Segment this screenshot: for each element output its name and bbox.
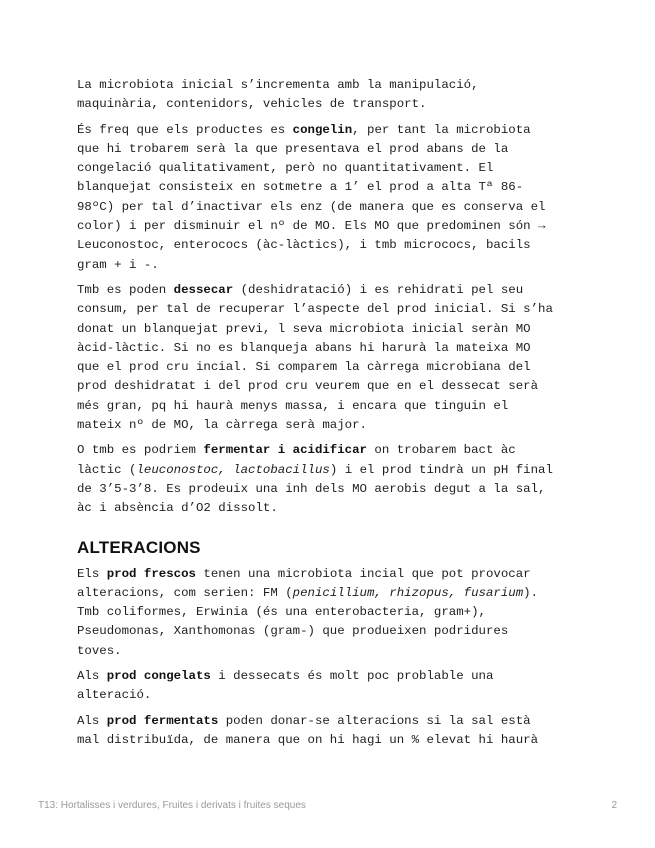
text-line — [77, 686, 577, 705]
text-segment: color) i per disminuir el nº de MO. Els MO que predominen són → — [77, 219, 546, 234]
text-segment: blanquejat consisteix en sotmetre a 1’ el prod a alta Tª 86- — [77, 180, 524, 195]
text-line — [77, 95, 577, 114]
bold-term: prod frescos — [106, 566, 196, 581]
text-segment: més gran, pq hi haurà menys massa, i encara que tinguin el — [77, 398, 509, 413]
section-heading-alteracions: ALTERACIONS — [77, 537, 201, 557]
bold-term: congelin — [292, 122, 353, 137]
text-segment: ). — [523, 585, 539, 600]
text-segment: gram + i -. — [77, 257, 159, 272]
text-line — [77, 416, 577, 435]
text-segment: La microbiota inicial s’incrementa amb la manipulació, — [77, 78, 479, 92]
text-line — [77, 397, 577, 416]
paragraph — [77, 667, 577, 706]
text-segment: tenen una microbiota incial que pot provocar — [195, 566, 531, 581]
text-line — [77, 320, 577, 339]
text-line — [77, 461, 577, 480]
text-segment: Pseudomonas, Xanthomonas (gram-) que produeixen podridures — [77, 624, 509, 639]
paragraph — [77, 121, 577, 275]
top-section — [77, 76, 577, 519]
text-segment: que hi trobarem serà la que presentava el prod abans de la — [77, 141, 509, 156]
text-segment: mateix nº de MO, la càrrega serà major. — [77, 418, 367, 433]
text-segment: prod deshidratat i del prod cru veurem que en el dessecat serà — [77, 379, 539, 394]
text-line — [77, 300, 577, 319]
text-segment: alteracions, com serien: FM ( — [77, 585, 293, 600]
text-segment: que el prod cru incial. Si comparem la càrrega microbiana del — [77, 360, 531, 375]
text-line — [77, 731, 577, 750]
text-line — [77, 236, 577, 255]
paragraph — [77, 712, 577, 751]
text-line — [77, 667, 577, 686]
text-segment: congelació qualitativament, però no quantitativament. El — [77, 161, 494, 176]
text-segment: ) i el prod tindrà un pH final — [329, 462, 553, 477]
text-line — [77, 358, 577, 377]
text-segment: 98ºC) per tal d’inactivar els enz (de manera que es conserva el — [77, 199, 546, 214]
text-segment: , per tant la microbiota — [352, 122, 531, 137]
text-line — [77, 584, 577, 603]
text-line — [77, 178, 577, 197]
text-line — [77, 441, 577, 460]
text-line — [77, 603, 577, 622]
text-segment: És freq que els productes es — [77, 122, 293, 137]
paragraph — [77, 441, 577, 518]
text-segment: on trobarem bact àc — [367, 443, 516, 458]
text-line — [77, 140, 577, 159]
text-segment: Els — [77, 566, 107, 581]
text-segment: maquinària, contenidors, vehicles de transport. — [77, 97, 427, 112]
text-line — [77, 565, 577, 584]
text-segment: làctic ( — [77, 462, 137, 477]
text-segment: O tmb es podriem — [77, 443, 204, 458]
text-segment: Tmb es poden — [77, 282, 174, 297]
paragraph — [77, 281, 577, 435]
text-segment: de 3’5-3’8. Es prodeuix una inh dels MO aerobis degut a la sal, — [77, 481, 546, 496]
text-segment: alteració. — [77, 688, 152, 703]
bottom-section — [77, 565, 577, 751]
text-segment: Tmb coliformes, Erwinia (és una enterobacteria, gram+), — [77, 605, 486, 620]
paragraph — [77, 76, 577, 115]
text-line — [77, 499, 577, 518]
text-line — [77, 480, 577, 499]
footer-title: T13: Hortalisses i verdures, Fruites i derivats i fruites seques — [38, 800, 306, 811]
text-segment: Als — [77, 669, 107, 684]
page-footer — [38, 800, 617, 814]
text-line — [77, 121, 577, 140]
text-line — [77, 339, 577, 358]
text-line — [77, 377, 577, 396]
bold-term: prod congelats — [106, 669, 211, 684]
text-segment: poden donar-se alteracions si la sal està — [218, 713, 531, 728]
text-segment: Als — [77, 713, 107, 728]
paragraph — [77, 565, 577, 661]
text-segment: Leuconostoc, enterococs (àc-làctics), i tmb micrococs, bacils — [77, 238, 531, 253]
text-segment: donat un blanquejat previ, l seva microbiota inicial seràn MO — [77, 321, 531, 336]
bold-term: dessecar — [173, 282, 234, 297]
footer-page-number: 2 — [611, 800, 617, 811]
text-segment: consum, per tal de recuperar l’aspecte del prod inicial. Si s’ha — [77, 302, 553, 317]
text-segment: mal distribuïda, de manera que on hi hagi un % elevat hi haurà — [77, 732, 539, 747]
text-line — [77, 76, 577, 95]
document-page — [77, 76, 577, 756]
bold-term: prod fermentats — [106, 713, 219, 728]
text-segment: àcid-làctic. Si no es blanqueja abans hi harurà la mateixa MO — [77, 340, 531, 355]
text-line — [77, 712, 577, 731]
text-segment: (deshidratació) i es rehidrati pel seu — [233, 282, 524, 297]
text-line — [77, 281, 577, 300]
text-line — [77, 159, 577, 178]
text-line — [77, 256, 577, 275]
text-line — [77, 642, 577, 661]
text-segment: toves. — [77, 643, 122, 658]
bold-term: fermentar i acidificar — [203, 443, 367, 458]
italic-term: leuconostoc, lactobacillus — [136, 462, 330, 477]
text-line — [77, 622, 577, 641]
text-segment: àc i absència d’O2 dissolt. — [77, 501, 278, 516]
text-line — [77, 217, 577, 236]
text-segment: i dessecats és molt poc problable una — [210, 669, 494, 684]
italic-term: penicillium, rhizopus, fusarium — [292, 585, 524, 600]
text-line — [77, 198, 577, 217]
